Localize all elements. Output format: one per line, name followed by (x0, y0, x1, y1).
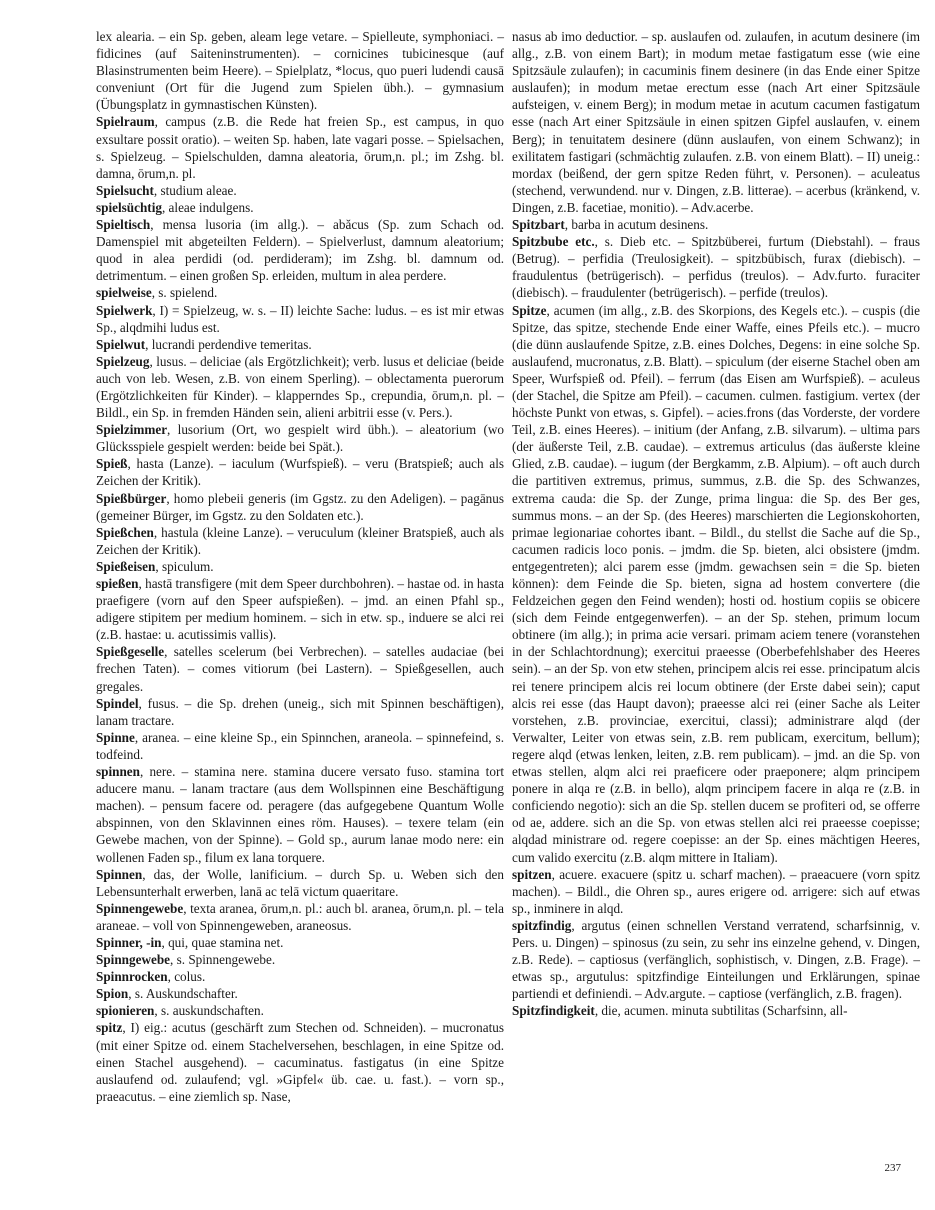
dictionary-entry: Spielwerk, I) = Spielzeug, w. s. – II) leichte Sache: ludus. – es ist mir etwas Sp., alqdmihi ludus est. (96, 302, 504, 335)
dictionary-entry: Spitzfindigkeit, die, acumen. minuta subtilitas (Scharfsinn, all- (512, 1003, 848, 1019)
dictionary-entry: Spielwut, lucrandi perdendive temeritas. (96, 336, 312, 352)
dictionary-entry: Spinnen, das, der Wolle, lanificium. – durch Sp. u. Weben sich den Lebensunterhalt erwerben, lanā ac telā victum quaeritare. (96, 866, 504, 899)
dictionary-entry: Spießgeselle, satelles scelerum (bei Verbrechen). – satelles audaciae (bei frechen Taten). – comes vitiorum (bei Lastern). – Spießgesellen, auch gregales. (96, 644, 504, 694)
dictionary-entry: Spielzimmer, lusorium (Ort, wo gespielt wird übh.). – aleatorium (wo Glücksspiele gespielt werden: beide bei Spät.). (96, 422, 504, 455)
dictionary-entry: Spitzbart, barba in acutum desinens. (512, 217, 709, 233)
dictionary-entry: Spinnrocken, colus. (96, 969, 206, 985)
right-column (512, 28, 920, 1019)
dictionary-entry: nasus ab imo deductior. – sp. auslaufen od. zulaufen, in acutum desinere (im allg., z.B. von einem Bart); in modum metae fastigatum esse (wie eine Spitzsäule zulaufen); in cacuminis finem desinere (in das Ende einer Spitze auslaufen); in modum metae erectum esse (nach Art einer Spitzsäule aufsteigen, v. einem Berg); in modum metae in acutum cacumen fastigatum esse (nach Art einer Spitzsäule in einen spitzen Gipfel auslaufen, v. einem Berg); in tenuitatem desinere (dünn auslaufen, von einem Schwanz); in exilitatem fastigari (schmächtig zulaufen. z.B. von einem Blatt). – II) uneig.: mordax (beißend, der gern spitze Reden führt, v. Personen). – aculeatus (stechend, verwundend. nur v. Dingen, z.B. litterae). – acerbus (kränkend, v. Dingen, z.B. facetiae, monitio). – Adv.acerbe. (512, 29, 920, 215)
dictionary-entry: Spießeisen, spiculum. (96, 558, 214, 574)
dictionary-entry: Spielraum, campus (z.B. die Rede hat freien Sp., est campus, in quo exsultare possit oratio). – weiten Sp. haben, late vagari posse. – Spielsachen, s. Spielzeug. – Spielschulden, damna aleatoria, ōrum,n. pl.; im Zshg. bl. damna, ōrum,n. pl. (96, 114, 504, 181)
dictionary-entry: Spinngewebe, s. Spinnengewebe. (96, 952, 276, 968)
dictionary-entry: Spinnengewebe, texta aranea, ōrum,n. pl.: auch bl. aranea, ōrum,n. pl. – tela araneae. – voll von Spinnengeweben, araneosus. (96, 900, 504, 933)
left-column (96, 28, 504, 1105)
page-number: 237 (884, 1162, 901, 1174)
dictionary-entry: spionieren, s. auskundschaften. (96, 1003, 264, 1019)
dictionary-entry: Spitzbube etc., s. Dieb etc. – Spitzbüberei, furtum (Diebstahl). – fraus (Betrug). – perfidia (Treulosigkeit). – spitzbübisch, furax (diebisch). – fraudulentus (betrügerisch). – perfidus (treulos). – Adv.furto. furaciter (diebisch). – fraudulenter (betrügerisch). – perfide (treulos). (512, 234, 920, 301)
dictionary-entry: Spieß, hasta (Lanze). – iaculum (Wurfspieß). – veru (Bratspieß; auch als Zeichen der Kritik). (96, 456, 504, 489)
dictionary-entry: Spielsucht, studium aleae. (96, 182, 237, 198)
dictionary-entry: Spielzeug, lusus. – deliciae (als Ergötzlichkeit); verb. lusus et deliciae (beide auch von leb. Wesen, z.B. von einem Sperling). – oblectamenta puerorum (Ergötzlichkeiten für Kinder). – klapperndes Sp., crepundia, ōrum,n. pl. – Bildl., ein Sp. in fremden Händen sein, alieni arbitrii esse (v. Pers.). (96, 353, 504, 421)
dictionary-entry: Spießchen, hastula (kleine Lanze). – veruculum (kleiner Bratspieß, auch als Zeichen der Kritik). (96, 524, 504, 557)
dictionary-entry: spinnen, nere. – stamina nere. stamina ducere versato fuso. stamina tort aducere manu. – lanam tractare (aus dem Wollspinnen eine Beschäftigung machen). – pensum facere od. peragere (das aufgegebene Quantum Wolle abspinnen, von den Sklavinnen eines röm. Hauses). – texere telam (ein Gewebe machen, von der Spinne). – Gold sp., aurum lanae modo nere: ein wollenen Faden sp., filum ex lana torquere. (96, 764, 504, 865)
dictionary-entry: spitzen, acuere. exacuere (spitz u. scharf machen). – praeacuere (vorn spitz machen). – Bildl., die Ohren sp., aures erigere od. arrigere: sich auf etwas sp., inminere in alqd. (512, 866, 920, 916)
dictionary-entry: spielsüchtig, aleae indulgens. (96, 199, 254, 215)
dictionary-entry: Spion, s. Auskundschafter. (96, 986, 238, 1002)
dictionary-entry: Spitze, acumen (im allg., z.B. des Skorpions, des Kegels etc.). – cuspis (die Spitze, das spitze, stechende Ende einer Waffe, eines Pfeils etc.). – mucro (die dünn auslaufende Spitze, z.B. eines Dolches, Degens: in eine solche Sp. auslaufend, mucronatus, z.B. Blatt). – spiculum (der eiserne Stachel oben am Speer, Wurfspieß od. Pfeil). – ferrum (das Eisen am Wurfspieß). – aculeus (der Stachel, die Spitze am Pfeil). – cacumen. culmen. fastigium. vertex (der höchste Punkt von etwas, s. Gipfel). – acies.frons (das Vorderste, der vordere Teil, z.B. eines Heeres). – initium (der Anfang, z.B. silvarum). – ultima pars (der äußerste Teil, z.B. caudae). – extremus articulus (das äußerste kleine Glied, z.B. caudae). – iugum (der Bergkamm, z.B. Alpium). – oft auch durch die partitiven extremus, primus, summus, z.B. die Sp. des Schwanzes, extrema cauda: die Sp. der Zunge, prima lingua: die Sp. des Ber ges, summus mons. – an der Sp. (des Heeres) marschierten die Legionskohorten, primae legionariae cohortes ibant. – Bildl., du stellst die Sache auf die Sp., cacumen radicis loco ponis. – jmdm. die Sp. bieten, alci obsistere (jmdm. entgegentreten); alci parem esse (jmdm. gewachsen sein = die Sp. bieten können): dem Feinde die Sp. bieten, signa ad hostem convertere (die Feldzeichen gegen den Feind wenden); hosti od. hostium copiis se obicere (sich dem Feinde entgegenwerfen). – an der Sp. stehen, primum locum obtinere (im allg.); in prima acie versari. primam aciem tenere (voranstehen in der Schlachtordnung); exercitui praeesse (Oberbefehlshaber des Heeres sein). – an der Sp. von etw stehen, principem alcis rei esse. principatum alcis rei tenere principem alcis rei locum obtinere (der Erste dabei sein); caput alcis rei esse (das Haupt davon); praeesse alci rei (einer Sache als Leiter vorstehen, z.B. provinciae, exercitui, classi); administrare alqd (der Verwalter, Leiter von etwas sein, z.B. rem publicam, exercitum, bellum); regere alqd (etwas lenken, leiten, z.B. rem publicam). – jmd. an die Sp. von etwas stellen, alqm alci rei praeficere oder praeponere; alqm principem ponere in alqa re (z.B. in bello), alqm principem facere in alqa re (z.B. in conficiendo negotio): sich an die Sp. stellen ducem se profiteri od, se offerre od ae, addere. sich an die Sp. von etwas stellen alci rei praeesse coepisse; alqdad ministrare od. regere coepisse: an der Sp. eines mächtigen Heeres, cum valido exercitu (z.B. alqm mittere in Italiam). (512, 302, 920, 865)
dictionary-entry: Spießbürger, homo plebeii generis (im Ggstz. zu den Adeligen). – pagānus (gemeiner Bürger, im Ggstz. zu den Soldaten etc.). (96, 490, 504, 523)
dictionary-entry: spitzfindig, argutus (einen schnellen Verstand verratend, scharfsinnig, v. Pers. u. Dingen) – spinosus (zu sein, zu sehr ins einzelne gehend, v. Dingen, z.B. Rede). – captiosus (verfänglich, sophistisch, v. Dingen, z.B. Frage). – etwas sp., argutulus: spitzfindige Einteilungen und Erklärungen, spinae partiendi et definiendi. – Adv.argute. – captiose (verfänglich, z.B. fragen). (512, 917, 920, 1002)
dictionary-entry: Spinne, aranea. – eine kleine Sp., ein Spinnchen, araneola. – spinnefeind, s. todfeind. (96, 729, 504, 762)
dictionary-entry: spießen, hastā transfigere (mit dem Speer durchbohren). – hastae od. in hasta praefigere (vorn auf den Speer aufspießen). – jmd. an einen Pfahl sp., adigere stipitem per medium hominem. – sich in etw. sp., induere se alci rei (z.B. hastae: u. acutissimis vallis). (96, 576, 504, 643)
dictionary-entry: spielweise, s. spielend. (96, 285, 218, 301)
dictionary-entry: lex alearia. – ein Sp. geben, aleam lege vetare. – Spielleute, symphoniaci. – fidicines (auf Saiteninstrumenten). – cornicines tubicinesque (auf Blasinstrumenten beim Heere). – Spielplatz, *locus, quo pueri ludendi causā conveniunt (Ort für die Jugend zum Spielen übh.). – gymnasium (Übungsplatz in gymnastischen Künsten). (96, 29, 504, 113)
dictionary-entry: Spieltisch, mensa lusoria (im allg.). – abăcus (Sp. zum Schach od. Damenspiel mit abgeteilten Feldern). – Spielverlust, damnum aleatorium; quod in alea perdidi (od. perdideram); im Zshg. bl. damnum od. detrimentum. – einen großen Sp. erleiden, multum in alea perdere. (96, 217, 504, 284)
dictionary-entry: Spindel, fusus. – die Sp. drehen (uneig., sich mit Spinnen beschäftigen), lanam tractare. (96, 695, 504, 728)
dictionary-entry: Spinner, -in, qui, quae stamina net. (96, 934, 284, 950)
dictionary-entry: spitz, I) eig.: acutus (geschärft zum Stechen od. Schneiden). – mucronatus (mit einer Spitze od. einem Stachelversehen, beschlagen, in eine Spitze od. einen Stachel ausgehend). – cacuminatus. fastigatus (in eine Spitze auslaufend od. zulaufend; vgl. »Gipfel« üb. cae. u. fast.). – vorn sp., praeacutus. – eine ziemlich sp. Nase, (96, 1020, 504, 1104)
